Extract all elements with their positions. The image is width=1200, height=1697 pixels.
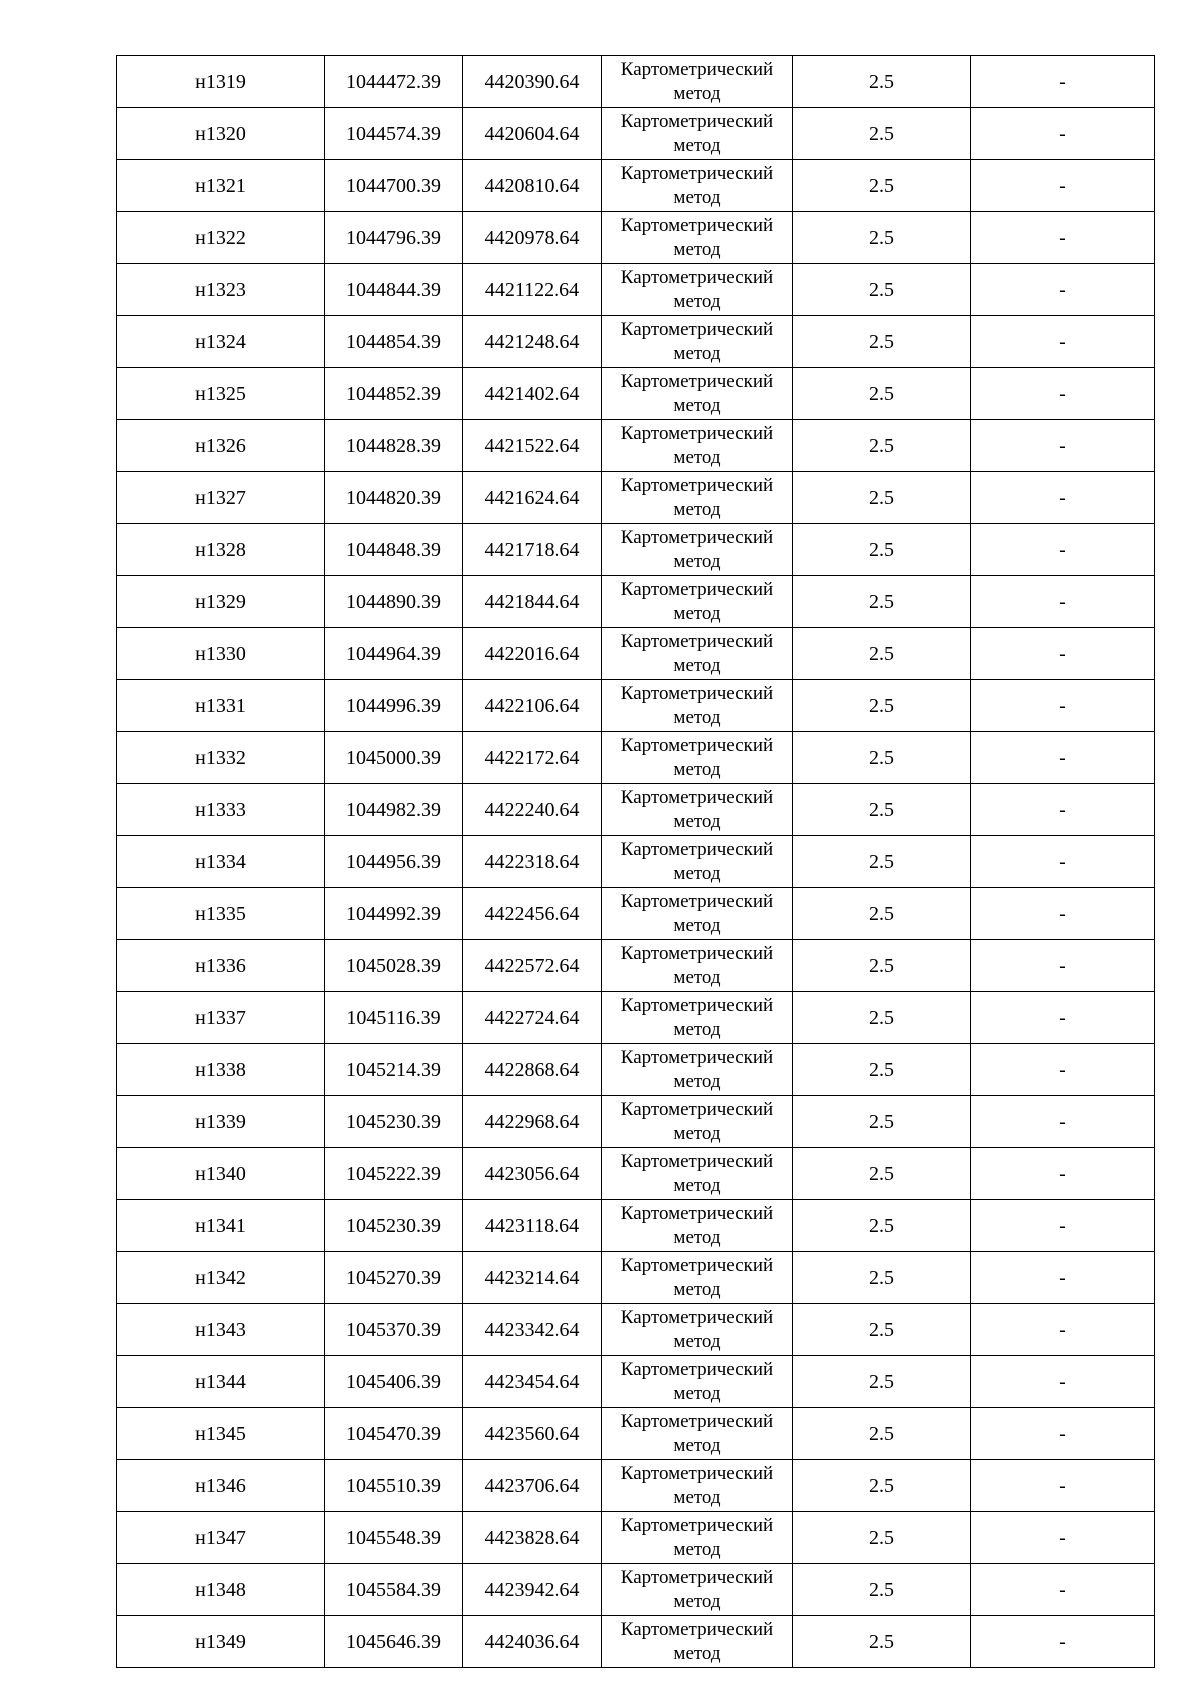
- y-coordinate-cell: 4421248.64: [463, 316, 602, 368]
- table-row: [117, 420, 1155, 472]
- table-row: [117, 1148, 1155, 1200]
- table-row: [117, 1200, 1155, 1252]
- point-id-cell: н1324: [117, 316, 325, 368]
- point-id-cell: н1333: [117, 784, 325, 836]
- x-coordinate-cell: 1044844.39: [325, 264, 463, 316]
- method-cell: Картометрический метод: [602, 160, 793, 212]
- table-row: [117, 576, 1155, 628]
- y-coordinate-cell: 4422106.64: [463, 680, 602, 732]
- method-cell: Картометрический метод: [602, 1252, 793, 1304]
- note-cell: -: [971, 992, 1155, 1044]
- note-cell: -: [971, 1460, 1155, 1512]
- table-row: [117, 264, 1155, 316]
- y-coordinate-cell: 4424036.64: [463, 1616, 602, 1668]
- point-id-cell: н1345: [117, 1408, 325, 1460]
- x-coordinate-cell: 1045230.39: [325, 1096, 463, 1148]
- y-coordinate-cell: 4423056.64: [463, 1148, 602, 1200]
- accuracy-cell: 2.5: [793, 836, 971, 888]
- y-coordinate-cell: 4422968.64: [463, 1096, 602, 1148]
- note-cell: -: [971, 472, 1155, 524]
- x-coordinate-cell: 1044996.39: [325, 680, 463, 732]
- table-row: [117, 732, 1155, 784]
- point-id-cell: н1327: [117, 472, 325, 524]
- y-coordinate-cell: 4420978.64: [463, 212, 602, 264]
- note-cell: -: [971, 940, 1155, 992]
- accuracy-cell: 2.5: [793, 1616, 971, 1668]
- accuracy-cell: 2.5: [793, 1200, 971, 1252]
- y-coordinate-cell: 4420390.64: [463, 56, 602, 108]
- x-coordinate-cell: 1044854.39: [325, 316, 463, 368]
- accuracy-cell: 2.5: [793, 316, 971, 368]
- x-coordinate-cell: 1045000.39: [325, 732, 463, 784]
- note-cell: -: [971, 1200, 1155, 1252]
- note-cell: -: [971, 212, 1155, 264]
- point-id-cell: н1341: [117, 1200, 325, 1252]
- table-row: [117, 1616, 1155, 1668]
- coordinates-table-body: [117, 56, 1155, 1668]
- y-coordinate-cell: 4422318.64: [463, 836, 602, 888]
- table-row: [117, 836, 1155, 888]
- note-cell: -: [971, 56, 1155, 108]
- note-cell: -: [971, 1304, 1155, 1356]
- method-cell: Картометрический метод: [602, 576, 793, 628]
- x-coordinate-cell: 1045028.39: [325, 940, 463, 992]
- y-coordinate-cell: 4423706.64: [463, 1460, 602, 1512]
- point-id-cell: н1325: [117, 368, 325, 420]
- y-coordinate-cell: 4423118.64: [463, 1200, 602, 1252]
- accuracy-cell: 2.5: [793, 940, 971, 992]
- note-cell: -: [971, 1252, 1155, 1304]
- method-cell: Картометрический метод: [602, 628, 793, 680]
- x-coordinate-cell: 1045230.39: [325, 1200, 463, 1252]
- accuracy-cell: 2.5: [793, 160, 971, 212]
- y-coordinate-cell: 4420604.64: [463, 108, 602, 160]
- point-id-cell: н1340: [117, 1148, 325, 1200]
- table-row: [117, 316, 1155, 368]
- x-coordinate-cell: 1044890.39: [325, 576, 463, 628]
- x-coordinate-cell: 1045584.39: [325, 1564, 463, 1616]
- point-id-cell: н1346: [117, 1460, 325, 1512]
- y-coordinate-cell: 4420810.64: [463, 160, 602, 212]
- method-cell: Картометрический метод: [602, 1460, 793, 1512]
- table-row: [117, 628, 1155, 680]
- point-id-cell: н1339: [117, 1096, 325, 1148]
- method-cell: Картометрический метод: [602, 836, 793, 888]
- accuracy-cell: 2.5: [793, 56, 971, 108]
- method-cell: Картометрический метод: [602, 1616, 793, 1668]
- x-coordinate-cell: 1045214.39: [325, 1044, 463, 1096]
- accuracy-cell: 2.5: [793, 628, 971, 680]
- accuracy-cell: 2.5: [793, 992, 971, 1044]
- point-id-cell: н1321: [117, 160, 325, 212]
- point-id-cell: н1336: [117, 940, 325, 992]
- accuracy-cell: 2.5: [793, 420, 971, 472]
- accuracy-cell: 2.5: [793, 472, 971, 524]
- y-coordinate-cell: 4422240.64: [463, 784, 602, 836]
- table-row: [117, 1512, 1155, 1564]
- y-coordinate-cell: 4421522.64: [463, 420, 602, 472]
- table-row: [117, 1252, 1155, 1304]
- x-coordinate-cell: 1044982.39: [325, 784, 463, 836]
- method-cell: Картометрический метод: [602, 940, 793, 992]
- point-id-cell: н1326: [117, 420, 325, 472]
- note-cell: -: [971, 836, 1155, 888]
- accuracy-cell: 2.5: [793, 1356, 971, 1408]
- y-coordinate-cell: 4423454.64: [463, 1356, 602, 1408]
- table-row: [117, 56, 1155, 108]
- note-cell: -: [971, 1148, 1155, 1200]
- x-coordinate-cell: 1044820.39: [325, 472, 463, 524]
- method-cell: Картометрический метод: [602, 108, 793, 160]
- table-row: [117, 108, 1155, 160]
- table-row: [117, 472, 1155, 524]
- y-coordinate-cell: 4423560.64: [463, 1408, 602, 1460]
- y-coordinate-cell: 4422172.64: [463, 732, 602, 784]
- x-coordinate-cell: 1045222.39: [325, 1148, 463, 1200]
- point-id-cell: н1323: [117, 264, 325, 316]
- y-coordinate-cell: 4421624.64: [463, 472, 602, 524]
- note-cell: -: [971, 732, 1155, 784]
- note-cell: -: [971, 108, 1155, 160]
- x-coordinate-cell: 1044472.39: [325, 56, 463, 108]
- method-cell: Картометрический метод: [602, 316, 793, 368]
- accuracy-cell: 2.5: [793, 680, 971, 732]
- method-cell: Картометрический метод: [602, 1096, 793, 1148]
- table-row: [117, 1304, 1155, 1356]
- method-cell: Картометрический метод: [602, 680, 793, 732]
- note-cell: -: [971, 888, 1155, 940]
- accuracy-cell: 2.5: [793, 108, 971, 160]
- note-cell: -: [971, 680, 1155, 732]
- note-cell: -: [971, 1356, 1155, 1408]
- x-coordinate-cell: 1045270.39: [325, 1252, 463, 1304]
- x-coordinate-cell: 1044700.39: [325, 160, 463, 212]
- point-id-cell: н1319: [117, 56, 325, 108]
- y-coordinate-cell: 4421844.64: [463, 576, 602, 628]
- method-cell: Картометрический метод: [602, 992, 793, 1044]
- method-cell: Картометрический метод: [602, 1356, 793, 1408]
- table-row: [117, 992, 1155, 1044]
- table-row: [117, 1356, 1155, 1408]
- point-id-cell: н1342: [117, 1252, 325, 1304]
- table-row: [117, 1564, 1155, 1616]
- x-coordinate-cell: 1044992.39: [325, 888, 463, 940]
- table-row: [117, 1408, 1155, 1460]
- accuracy-cell: 2.5: [793, 576, 971, 628]
- note-cell: -: [971, 784, 1155, 836]
- accuracy-cell: 2.5: [793, 732, 971, 784]
- x-coordinate-cell: 1044956.39: [325, 836, 463, 888]
- x-coordinate-cell: 1045406.39: [325, 1356, 463, 1408]
- table-row: [117, 212, 1155, 264]
- note-cell: -: [971, 1512, 1155, 1564]
- note-cell: -: [971, 420, 1155, 472]
- accuracy-cell: 2.5: [793, 1252, 971, 1304]
- y-coordinate-cell: 4422456.64: [463, 888, 602, 940]
- method-cell: Картометрический метод: [602, 1408, 793, 1460]
- x-coordinate-cell: 1045116.39: [325, 992, 463, 1044]
- method-cell: Картометрический метод: [602, 368, 793, 420]
- x-coordinate-cell: 1044852.39: [325, 368, 463, 420]
- accuracy-cell: 2.5: [793, 1512, 971, 1564]
- table-row: [117, 940, 1155, 992]
- note-cell: -: [971, 1044, 1155, 1096]
- point-id-cell: н1328: [117, 524, 325, 576]
- accuracy-cell: 2.5: [793, 1096, 971, 1148]
- accuracy-cell: 2.5: [793, 1044, 971, 1096]
- point-id-cell: н1332: [117, 732, 325, 784]
- method-cell: Картометрический метод: [602, 1200, 793, 1252]
- method-cell: Картометрический метод: [602, 212, 793, 264]
- table-row: [117, 680, 1155, 732]
- y-coordinate-cell: 4422572.64: [463, 940, 602, 992]
- method-cell: Картометрический метод: [602, 56, 793, 108]
- accuracy-cell: 2.5: [793, 264, 971, 316]
- note-cell: -: [971, 316, 1155, 368]
- note-cell: -: [971, 576, 1155, 628]
- point-id-cell: н1348: [117, 1564, 325, 1616]
- method-cell: Картометрический метод: [602, 472, 793, 524]
- y-coordinate-cell: 4423342.64: [463, 1304, 602, 1356]
- x-coordinate-cell: 1044964.39: [325, 628, 463, 680]
- point-id-cell: н1349: [117, 1616, 325, 1668]
- accuracy-cell: 2.5: [793, 212, 971, 264]
- y-coordinate-cell: 4423828.64: [463, 1512, 602, 1564]
- point-id-cell: н1347: [117, 1512, 325, 1564]
- y-coordinate-cell: 4421402.64: [463, 368, 602, 420]
- method-cell: Картометрический метод: [602, 1148, 793, 1200]
- x-coordinate-cell: 1044828.39: [325, 420, 463, 472]
- point-id-cell: н1320: [117, 108, 325, 160]
- note-cell: -: [971, 1616, 1155, 1668]
- x-coordinate-cell: 1045646.39: [325, 1616, 463, 1668]
- note-cell: -: [971, 264, 1155, 316]
- point-id-cell: н1337: [117, 992, 325, 1044]
- y-coordinate-cell: 4423214.64: [463, 1252, 602, 1304]
- method-cell: Картометрический метод: [602, 264, 793, 316]
- accuracy-cell: 2.5: [793, 368, 971, 420]
- accuracy-cell: 2.5: [793, 1460, 971, 1512]
- accuracy-cell: 2.5: [793, 1148, 971, 1200]
- x-coordinate-cell: 1045510.39: [325, 1460, 463, 1512]
- table-row: [117, 368, 1155, 420]
- table-row: [117, 160, 1155, 212]
- method-cell: Картометрический метод: [602, 784, 793, 836]
- table-row: [117, 1460, 1155, 1512]
- table-row: [117, 888, 1155, 940]
- method-cell: Картометрический метод: [602, 732, 793, 784]
- point-id-cell: н1343: [117, 1304, 325, 1356]
- accuracy-cell: 2.5: [793, 1564, 971, 1616]
- accuracy-cell: 2.5: [793, 524, 971, 576]
- y-coordinate-cell: 4423942.64: [463, 1564, 602, 1616]
- note-cell: -: [971, 160, 1155, 212]
- point-id-cell: н1335: [117, 888, 325, 940]
- table-row: [117, 524, 1155, 576]
- note-cell: -: [971, 1096, 1155, 1148]
- note-cell: -: [971, 524, 1155, 576]
- note-cell: -: [971, 1408, 1155, 1460]
- y-coordinate-cell: 4422724.64: [463, 992, 602, 1044]
- table-row: [117, 784, 1155, 836]
- x-coordinate-cell: 1045370.39: [325, 1304, 463, 1356]
- method-cell: Картометрический метод: [602, 420, 793, 472]
- point-id-cell: н1331: [117, 680, 325, 732]
- accuracy-cell: 2.5: [793, 1304, 971, 1356]
- x-coordinate-cell: 1045548.39: [325, 1512, 463, 1564]
- x-coordinate-cell: 1045470.39: [325, 1408, 463, 1460]
- point-id-cell: н1334: [117, 836, 325, 888]
- method-cell: Картометрический метод: [602, 1044, 793, 1096]
- point-id-cell: н1338: [117, 1044, 325, 1096]
- method-cell: Картометрический метод: [602, 1304, 793, 1356]
- table-row: [117, 1044, 1155, 1096]
- point-id-cell: н1329: [117, 576, 325, 628]
- method-cell: Картометрический метод: [602, 1564, 793, 1616]
- point-id-cell: н1322: [117, 212, 325, 264]
- y-coordinate-cell: 4422016.64: [463, 628, 602, 680]
- note-cell: -: [971, 368, 1155, 420]
- y-coordinate-cell: 4421122.64: [463, 264, 602, 316]
- accuracy-cell: 2.5: [793, 784, 971, 836]
- method-cell: Картометрический метод: [602, 524, 793, 576]
- method-cell: Картометрический метод: [602, 1512, 793, 1564]
- y-coordinate-cell: 4422868.64: [463, 1044, 602, 1096]
- point-id-cell: н1344: [117, 1356, 325, 1408]
- y-coordinate-cell: 4421718.64: [463, 524, 602, 576]
- point-id-cell: н1330: [117, 628, 325, 680]
- accuracy-cell: 2.5: [793, 888, 971, 940]
- method-cell: Картометрический метод: [602, 888, 793, 940]
- x-coordinate-cell: 1044796.39: [325, 212, 463, 264]
- x-coordinate-cell: 1044574.39: [325, 108, 463, 160]
- coordinates-table: [116, 55, 1155, 1668]
- note-cell: -: [971, 628, 1155, 680]
- accuracy-cell: 2.5: [793, 1408, 971, 1460]
- note-cell: -: [971, 1564, 1155, 1616]
- x-coordinate-cell: 1044848.39: [325, 524, 463, 576]
- table-row: [117, 1096, 1155, 1148]
